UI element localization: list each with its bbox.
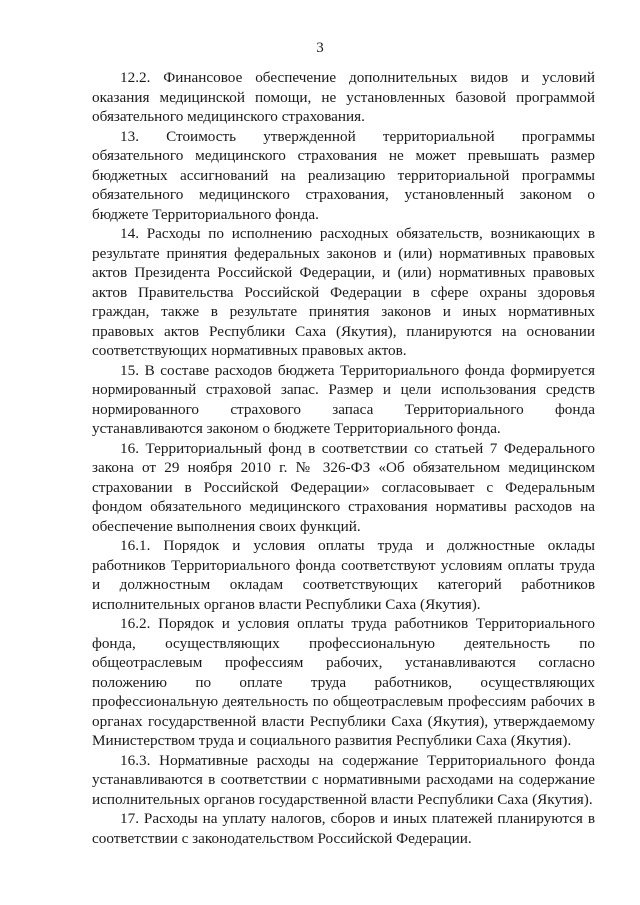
paragraph-13: 13. Стоимость утвержденной территориальной программы обязательного медицинского страхования не может превышать размер бюджетных ассигнований на реализацию территориальной программы обязательного медицинского страхования, установленный законом о бюджете Территориального фонда. [92, 127, 595, 223]
paragraph-15: 15. В составе расходов бюджета Территориального фонда формируется нормированный страховой запас. Размер и цели использования средств нормированного страхового запаса Территориального фонда устанавливаются законом о бюджете Территориального фонда. [92, 361, 595, 437]
paragraph-17: 17. Расходы на уплату налогов, сборов и иных платежей планируются в соответствии с законодательством Российской Федерации. [92, 810, 595, 847]
paragraph-16-3: 16.3. Нормативные расходы на содержание Территориального фонда устанавливаются в соответствии с нормативными расходами на содержание исполнительных органов государственной власти Республики Саха (Якутия). [92, 751, 595, 808]
paragraph-16-1: 16.1. Порядок и условия оплаты труда и должностные оклады работников Территориального фонда соответствуют условиям оплаты труда и должностным окладам соответствующих категорий работников исполнительных органов власти Республики Саха (Якутия). [92, 537, 595, 613]
page-number: 3 [316, 40, 324, 56]
paragraph-14: 14. Расходы по исполнению расходных обязательств, возникающих в результате принятия федеральных законов и (или) нормативных правовых актов Президента Российской Федерации, и (или) нормативных правовых актов Правительства Российской Федерации в сфере охраны здоровья граждан, также в результате принятия законов и иных нормативных правовых актов Республики Саха (Якутия), планируются на основании соответствующих нормативных правовых актов. [92, 225, 595, 359]
paragraph-12-2: 12.2. Финансовое обеспечение дополнительных видов и условий оказания медицинской помощи, не установленных базовой программой обязательного медицинского страхования. [92, 69, 595, 125]
paragraph-16-2: 16.2. Порядок и условия оплаты труда работников Территориального фонда, осуществляющих профессиональную деятельность по общеотраслевым профессиям рабочих, устанавливаются согласно положению по оплате труда работников, осуществляющих профессиональную деятельность по общеотраслевым профессиям рабочих в органах государственной власти Республики Саха (Якутия), утверждаемому Министерством труда и социального развития Республики Саха (Якутия). [92, 615, 595, 749]
document-body [92, 68, 595, 848]
paragraph-16: 16. Территориальный фонд в соответствии со статьей 7 Федерального закона от 29 ноября 2010 г. № 326-ФЗ «Об обязательном медицинском страховании в Российской Федерации» согласовывает с Федеральным фондом обязательного медицинского страхования нормативы расходов на обеспечение выполнения своих функций. [92, 439, 595, 535]
